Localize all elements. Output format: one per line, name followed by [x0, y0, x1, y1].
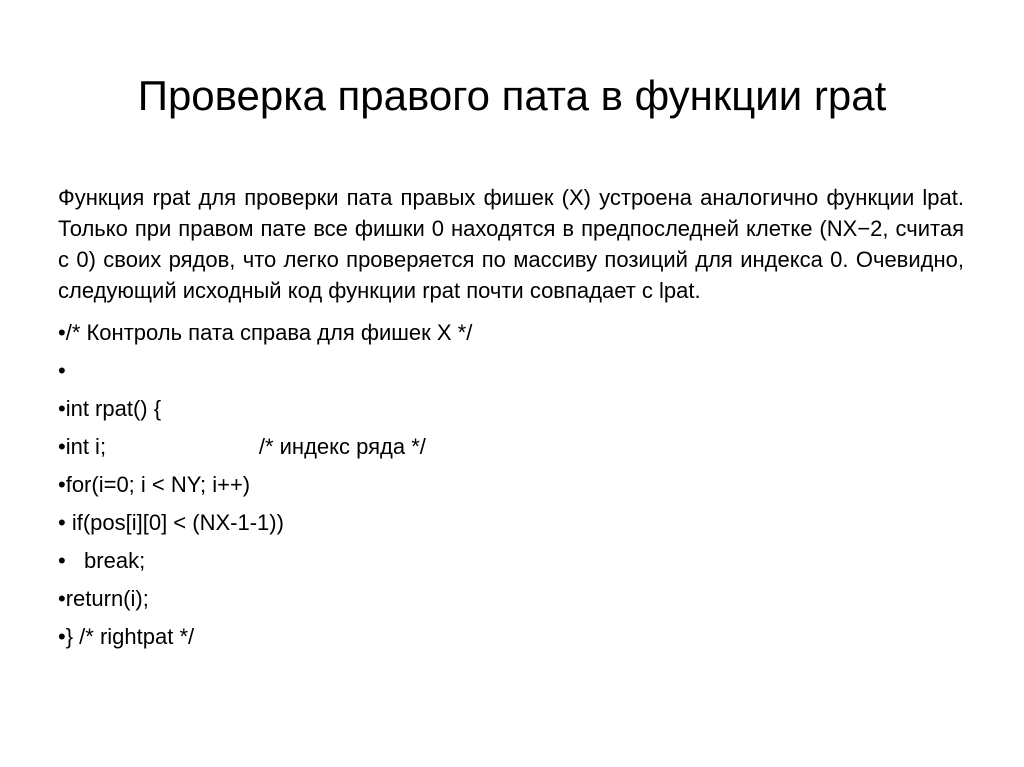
list-item	[58, 428, 964, 466]
code-bullet-list	[58, 314, 964, 656]
slide-title: Проверка правого пата в функции rpat	[137, 72, 887, 119]
description-paragraph: Функция rpat для проверки пата правых фишек (X) устроена аналогично функции lpat. Только при правом пате все фишки 0 находятся в предпоследней клетке (NX−2, считая с 0) своих рядов, что легко проверяется по массиву позиций для индекса 0. Очевидно, следующий исходный код функции rpat почти совпадает с lpat.	[58, 185, 964, 303]
bullet-icon: •	[58, 358, 66, 383]
code-line: if(pos[i][0] < (NX-1-1))	[65, 510, 284, 535]
list-item	[58, 314, 964, 352]
list-item	[58, 542, 964, 580]
slide-content	[58, 182, 964, 656]
list-item	[58, 618, 964, 656]
list-item	[58, 390, 964, 428]
bullet-icon: •	[58, 434, 66, 459]
code-line: int rpat() {	[65, 396, 162, 421]
code-line: for(i=0; i < NY; i++)	[65, 472, 251, 497]
bullet-icon: •	[58, 396, 66, 421]
list-item	[58, 466, 964, 504]
bullet-icon: •	[58, 548, 66, 573]
bullet-icon: •	[58, 472, 66, 497]
code-line: /* Контроль пата справа для фишек X */	[65, 320, 473, 345]
bullet-icon: •	[58, 586, 66, 611]
bullet-icon: •	[58, 320, 66, 345]
bullet-icon: •	[58, 624, 66, 649]
bullet-icon: •	[58, 510, 66, 535]
list-item	[58, 580, 964, 618]
list-item	[58, 352, 964, 390]
code-line: int i; /* индекс ряда */	[65, 434, 426, 459]
list-item	[58, 504, 964, 542]
code-line: } /* rightpat */	[65, 624, 195, 649]
code-line: break;	[65, 548, 146, 573]
code-line: return(i);	[65, 586, 149, 611]
